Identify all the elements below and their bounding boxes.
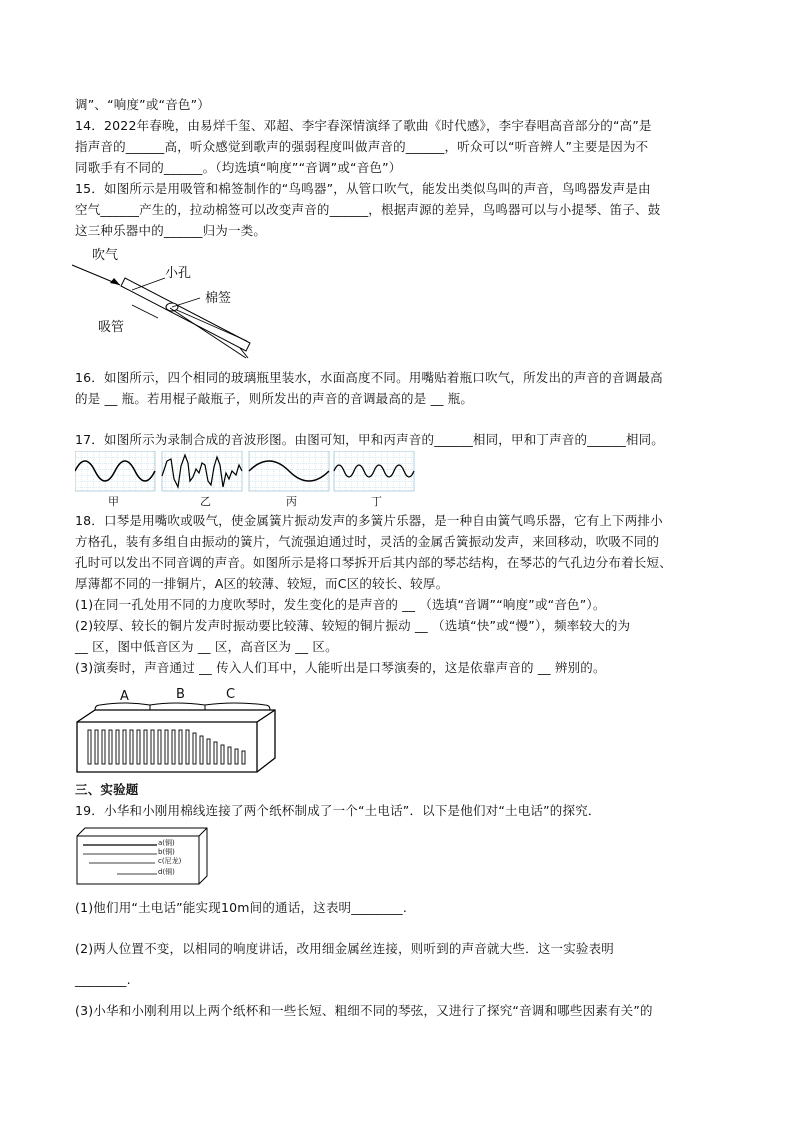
string-phone-figure [75, 824, 209, 888]
question-14: 14．2022年春晚，由易烊千玺、邓超、李宇春深情演绎了歌曲《时代感》，李宇春唱高音部分的“高”是 [75, 118, 652, 133]
text-line: 空气______产生的，拉动棉签可以改变声音的______，根据声源的差异，鸟鸣器可以与小提琴、笛子、鼓 [75, 202, 661, 217]
waveform-figure [75, 451, 415, 493]
wave-label-bing: 丙 [286, 495, 297, 508]
text-line: 调”、“响度”或“音色”） [75, 97, 210, 112]
zone-label-b: B [176, 687, 185, 702]
text-line: 孔时可以发出不同音调的声音。如图所示是将口琴拆开后其内部的琴芯结构，在琴芯的气孔边分布着长短、 [75, 555, 672, 570]
text-line: 方格孔，装有多组自由振动的簧片，气流强迫通过时，灵活的金属舌簧振动发声，来回移动，吹吸不同的 [75, 534, 660, 549]
question-19: 19．小华和小刚用棉线连接了两个纸杯制成了一个“土电话”．以下是他们对“土电话”的探究． [75, 803, 601, 818]
label-hole: 小孔 [165, 266, 192, 281]
text-line: 这三种乐器中的______归为一类。 [75, 223, 267, 238]
zone-label-c: C [226, 687, 236, 702]
text-line: ________. [75, 972, 131, 987]
wave-label-jia: 甲 [108, 495, 119, 508]
zone-label-a: A [120, 689, 129, 704]
string-label-d: d(铜) [158, 868, 175, 876]
label-straw: 吸管 [98, 320, 125, 335]
question-19-2: (2)两人位置不变，以相同的响度讲话，改用细金属丝连接，则听到的声音就大些．这一实验表明 [75, 941, 615, 956]
wave-label-yi: 乙 [200, 495, 211, 508]
wave-label-ding: 丁 [371, 495, 382, 508]
question-18-2: (2)较厚、较长的铜片发声时振动要比较薄、较短的铜片振动 __ （选填“快”或“慢”），频率较大的为 [75, 618, 631, 633]
text-line: 的是 __ 瓶。若用棍子敲瓶子，则所发出的声音的音调最高的是 __ 瓶。 [75, 391, 474, 406]
string-label-b: b(铜) [158, 848, 175, 856]
text-line: __ 区，图中低音区为 __ 区，高音区为 __ 区。 [75, 639, 338, 654]
string-label-a: a(铜) [158, 839, 175, 847]
label-blow: 吹气 [92, 248, 119, 263]
question-15: 15．如图所示是用吸管和棉签制作的“鸟鸣器”，从管口吹气，能发出类似鸟叫的声音，鸟鸣器发声是由 [75, 181, 651, 196]
text-line: 厚薄都不同的一排铜片，A区的较薄、较短，而C区的较长、较厚。 [75, 576, 449, 591]
question-18-1: (1)在同一孔处用不同的力度吹琴时，发生变化的是声音的 __ （选填“音调”“响度”或“音色”）。 [75, 597, 606, 612]
question-16: 16．如图所示，四个相同的玻璃瓶里装水，水面高度不同。用嘴贴着瓶口吹气，所发出的声音的音调最高 [75, 370, 663, 385]
text-line: 同歌手有不同的______。（均选填“响度”“音调”或“音色”） [75, 160, 402, 175]
string-label-c: c(尼龙) [158, 857, 182, 865]
text-line: 指声音的______高，听众感觉到歌声的强弱程度叫做声音的______，听众可以“听音辨人”主要是因为不 [75, 139, 649, 154]
label-swab: 棉签 [205, 291, 232, 306]
question-18-3: (3)演奏时，声音通过 __ 传入人们耳中，人能听出是口琴演奏的，这是依靠声音的 __ 辨别的。 [75, 660, 606, 675]
question-19-3: (3)小华和小刚利用以上两个纸杯和一些长短、粗细不同的琴弦，又进行了探究“音调和哪些因素有关”的 [75, 1003, 653, 1018]
question-19-1: (1)他们用“土电话”能实现10m间的通话，这表明________. [75, 900, 408, 915]
section-title-experiment: 三、实验题 [75, 782, 139, 797]
question-17: 17．如图所示为录制合成的音波形图。由图可知，甲和丙声音的______相同，甲和丁声音的______相同。 [75, 432, 665, 447]
question-18: 18．口琴是用嘴吹或吸气，使金属簧片振动发声的多簧片乐器，是一种自由簧气鸣乐器，它有上下两排小 [75, 513, 663, 528]
